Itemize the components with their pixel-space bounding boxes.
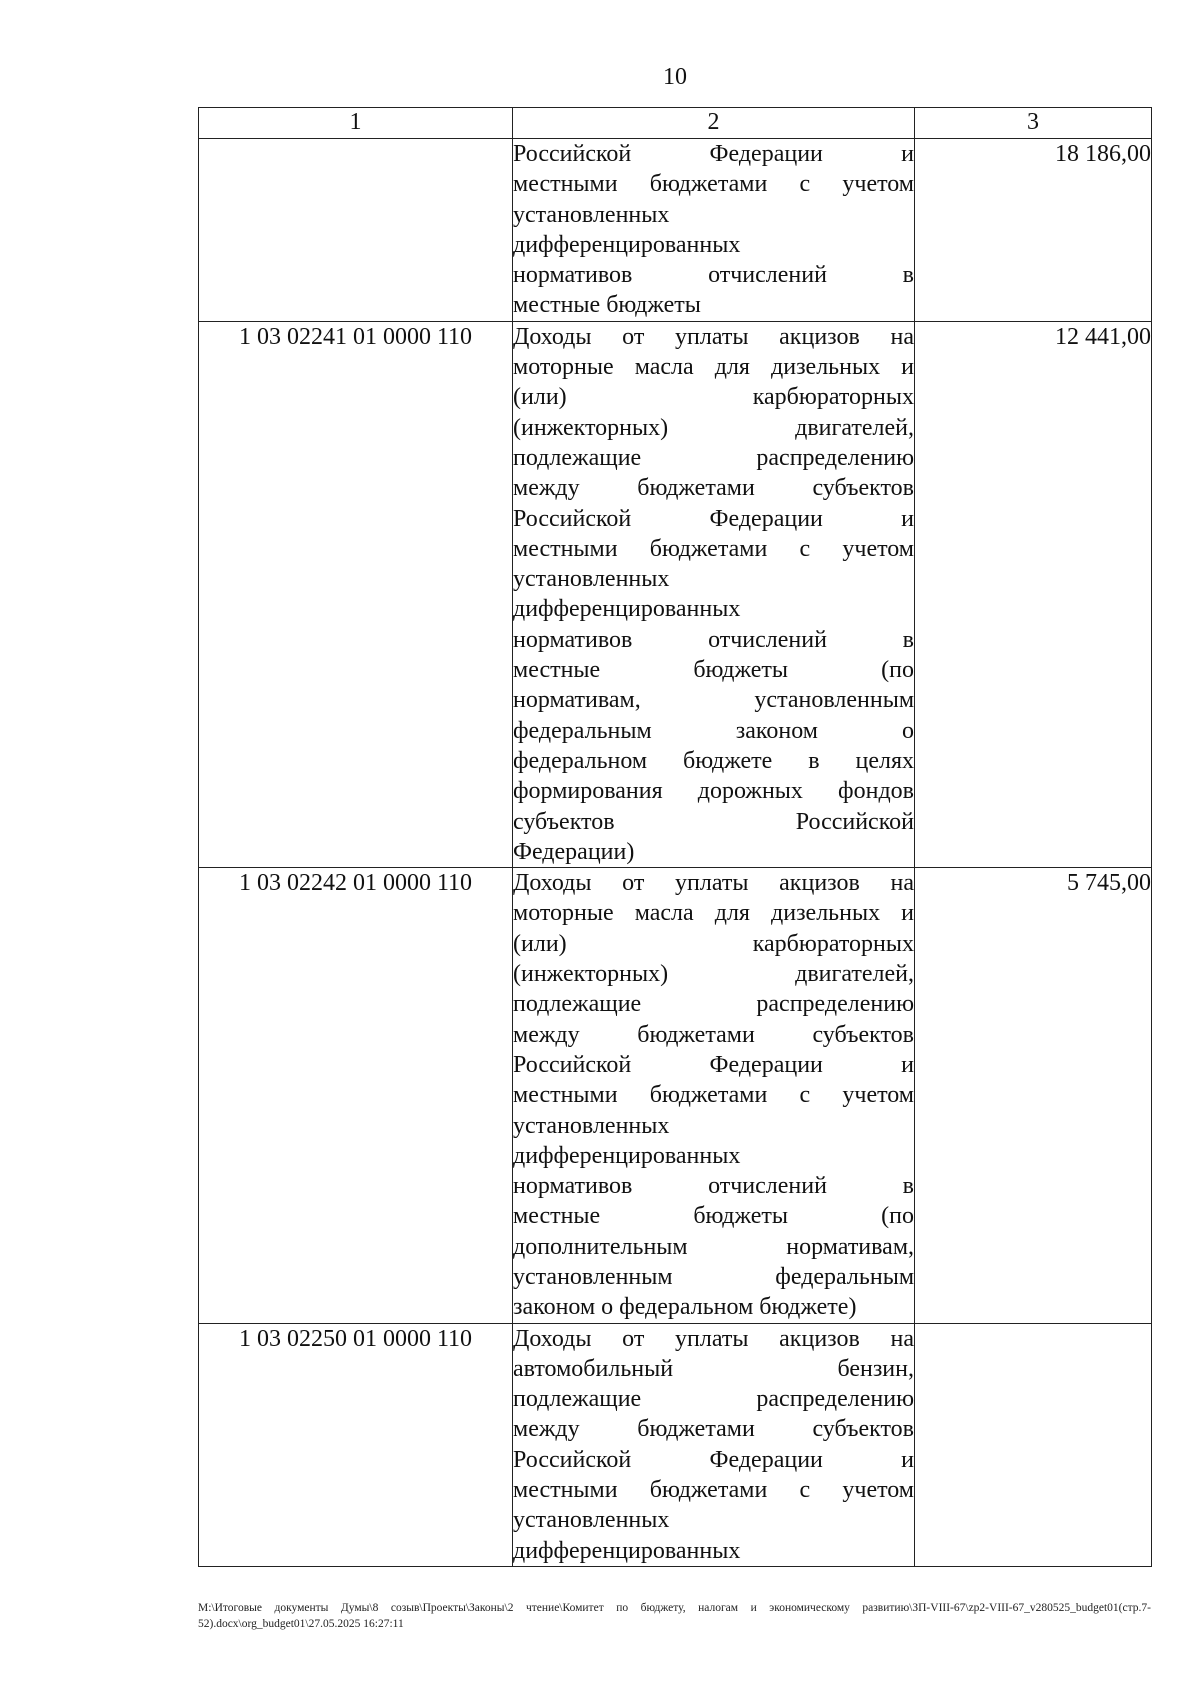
description-line: нормативам, установленным <box>513 687 914 714</box>
file-path-footer: M:\Итоговые документы Думы\8 созыв\Проекты\Законы\2 чтение\Комитет по бюджету, налогам и экономическому развитию\ЗП-VIII-67\zp2-VIII-67_v280525_budget01(стр.7-52).docx\org_budget01\27.05.2025 16:27:11 <box>198 1602 1151 1630</box>
amount-cell: 12 441,00 <box>915 321 1152 867</box>
description-line: (или) карбюраторных <box>513 930 914 957</box>
description-cell <box>513 139 915 322</box>
description-line: установленных <box>513 566 670 593</box>
amount-cell: 18 186,00 <box>915 139 1152 322</box>
description-line: местными бюджетами с учетом <box>513 1477 914 1504</box>
budget-code-cell <box>199 139 513 322</box>
description-line: дополнительным нормативам, <box>513 1233 914 1260</box>
description-line: дифференцированных <box>513 1142 741 1169</box>
column-header-description: 2 <box>513 108 915 139</box>
description-line: автомобильный бензин, <box>513 1355 914 1382</box>
budget-code-cell: 1 03 02241 01 0000 110 <box>199 321 513 867</box>
description-line: Российской Федерации и <box>513 1051 914 1078</box>
table-header-row <box>199 108 1152 139</box>
description-cell <box>513 868 915 1323</box>
description-line: Доходы от уплаты акцизов на <box>513 1325 914 1352</box>
description-cell <box>513 1323 915 1566</box>
description-line: установленных <box>513 1112 670 1139</box>
description-line: нормативов отчислений в <box>513 262 914 289</box>
description-line: законом о федеральном бюджете) <box>513 1294 857 1321</box>
description-line: Федерации) <box>513 838 635 865</box>
description-line: Российской Федерации и <box>513 1446 914 1473</box>
description-line: местные бюджеты <box>513 292 701 319</box>
description-line: Российской Федерации и <box>513 141 914 167</box>
budget-revenue-table <box>198 107 1152 1567</box>
description-line: подлежащие распределению <box>513 991 914 1018</box>
description-line: подлежащие распределению <box>513 444 914 471</box>
description-line: установленных <box>513 1507 670 1534</box>
description-line: между бюджетами субъектов <box>513 475 914 502</box>
table-row <box>199 868 1152 1323</box>
description-line: дифференцированных <box>513 1537 741 1564</box>
budget-code-cell: 1 03 02242 01 0000 110 <box>199 868 513 1323</box>
description-line: местные бюджеты (по <box>513 657 914 684</box>
description-line: Российской Федерации и <box>513 505 914 532</box>
description-line: моторные масла для дизельных и <box>513 354 914 381</box>
description-line: дифференцированных <box>513 596 741 623</box>
description-line: (инжекторных) двигателей, <box>513 414 914 441</box>
table-row <box>199 321 1152 867</box>
description-line: подлежащие распределению <box>513 1386 914 1413</box>
description-line: между бюджетами субъектов <box>513 1021 914 1048</box>
description-line: установленным федеральным <box>513 1263 914 1290</box>
description-line: местными бюджетами с учетом <box>513 535 914 562</box>
description-line: местными бюджетами с учетом <box>513 1082 914 1109</box>
description-line: федеральном бюджете в целях <box>513 747 914 774</box>
description-line: местные бюджеты (по <box>513 1203 914 1230</box>
page-number: 10 <box>663 64 687 90</box>
description-line: Доходы от уплаты акцизов на <box>513 323 914 350</box>
description-line: (или) карбюраторных <box>513 384 914 411</box>
description-line: Доходы от уплаты акцизов на <box>513 870 914 897</box>
column-header-amount: 3 <box>915 108 1152 139</box>
description-line: между бюджетами субъектов <box>513 1416 914 1443</box>
amount-cell: 5 745,00 <box>915 868 1152 1323</box>
table-row <box>199 1323 1152 1566</box>
description-line: нормативов отчислений в <box>513 626 914 653</box>
description-line: установленных <box>513 201 670 228</box>
amount-cell <box>915 1323 1152 1566</box>
description-line: (инжекторных) двигателей, <box>513 961 914 988</box>
description-line: дифференцированных <box>513 231 741 258</box>
description-line: федеральным законом о <box>513 717 914 744</box>
description-cell <box>513 321 915 867</box>
description-line: формирования дорожных фондов <box>513 778 914 805</box>
description-line: субъектов Российской <box>513 808 914 835</box>
table-row <box>199 139 1152 322</box>
description-line: моторные масла для дизельных и <box>513 900 914 927</box>
budget-code-cell: 1 03 02250 01 0000 110 <box>199 1323 513 1566</box>
description-line: местными бюджетами с учетом <box>513 171 914 198</box>
description-line: нормативов отчислений в <box>513 1173 914 1200</box>
column-header-code: 1 <box>199 108 513 139</box>
